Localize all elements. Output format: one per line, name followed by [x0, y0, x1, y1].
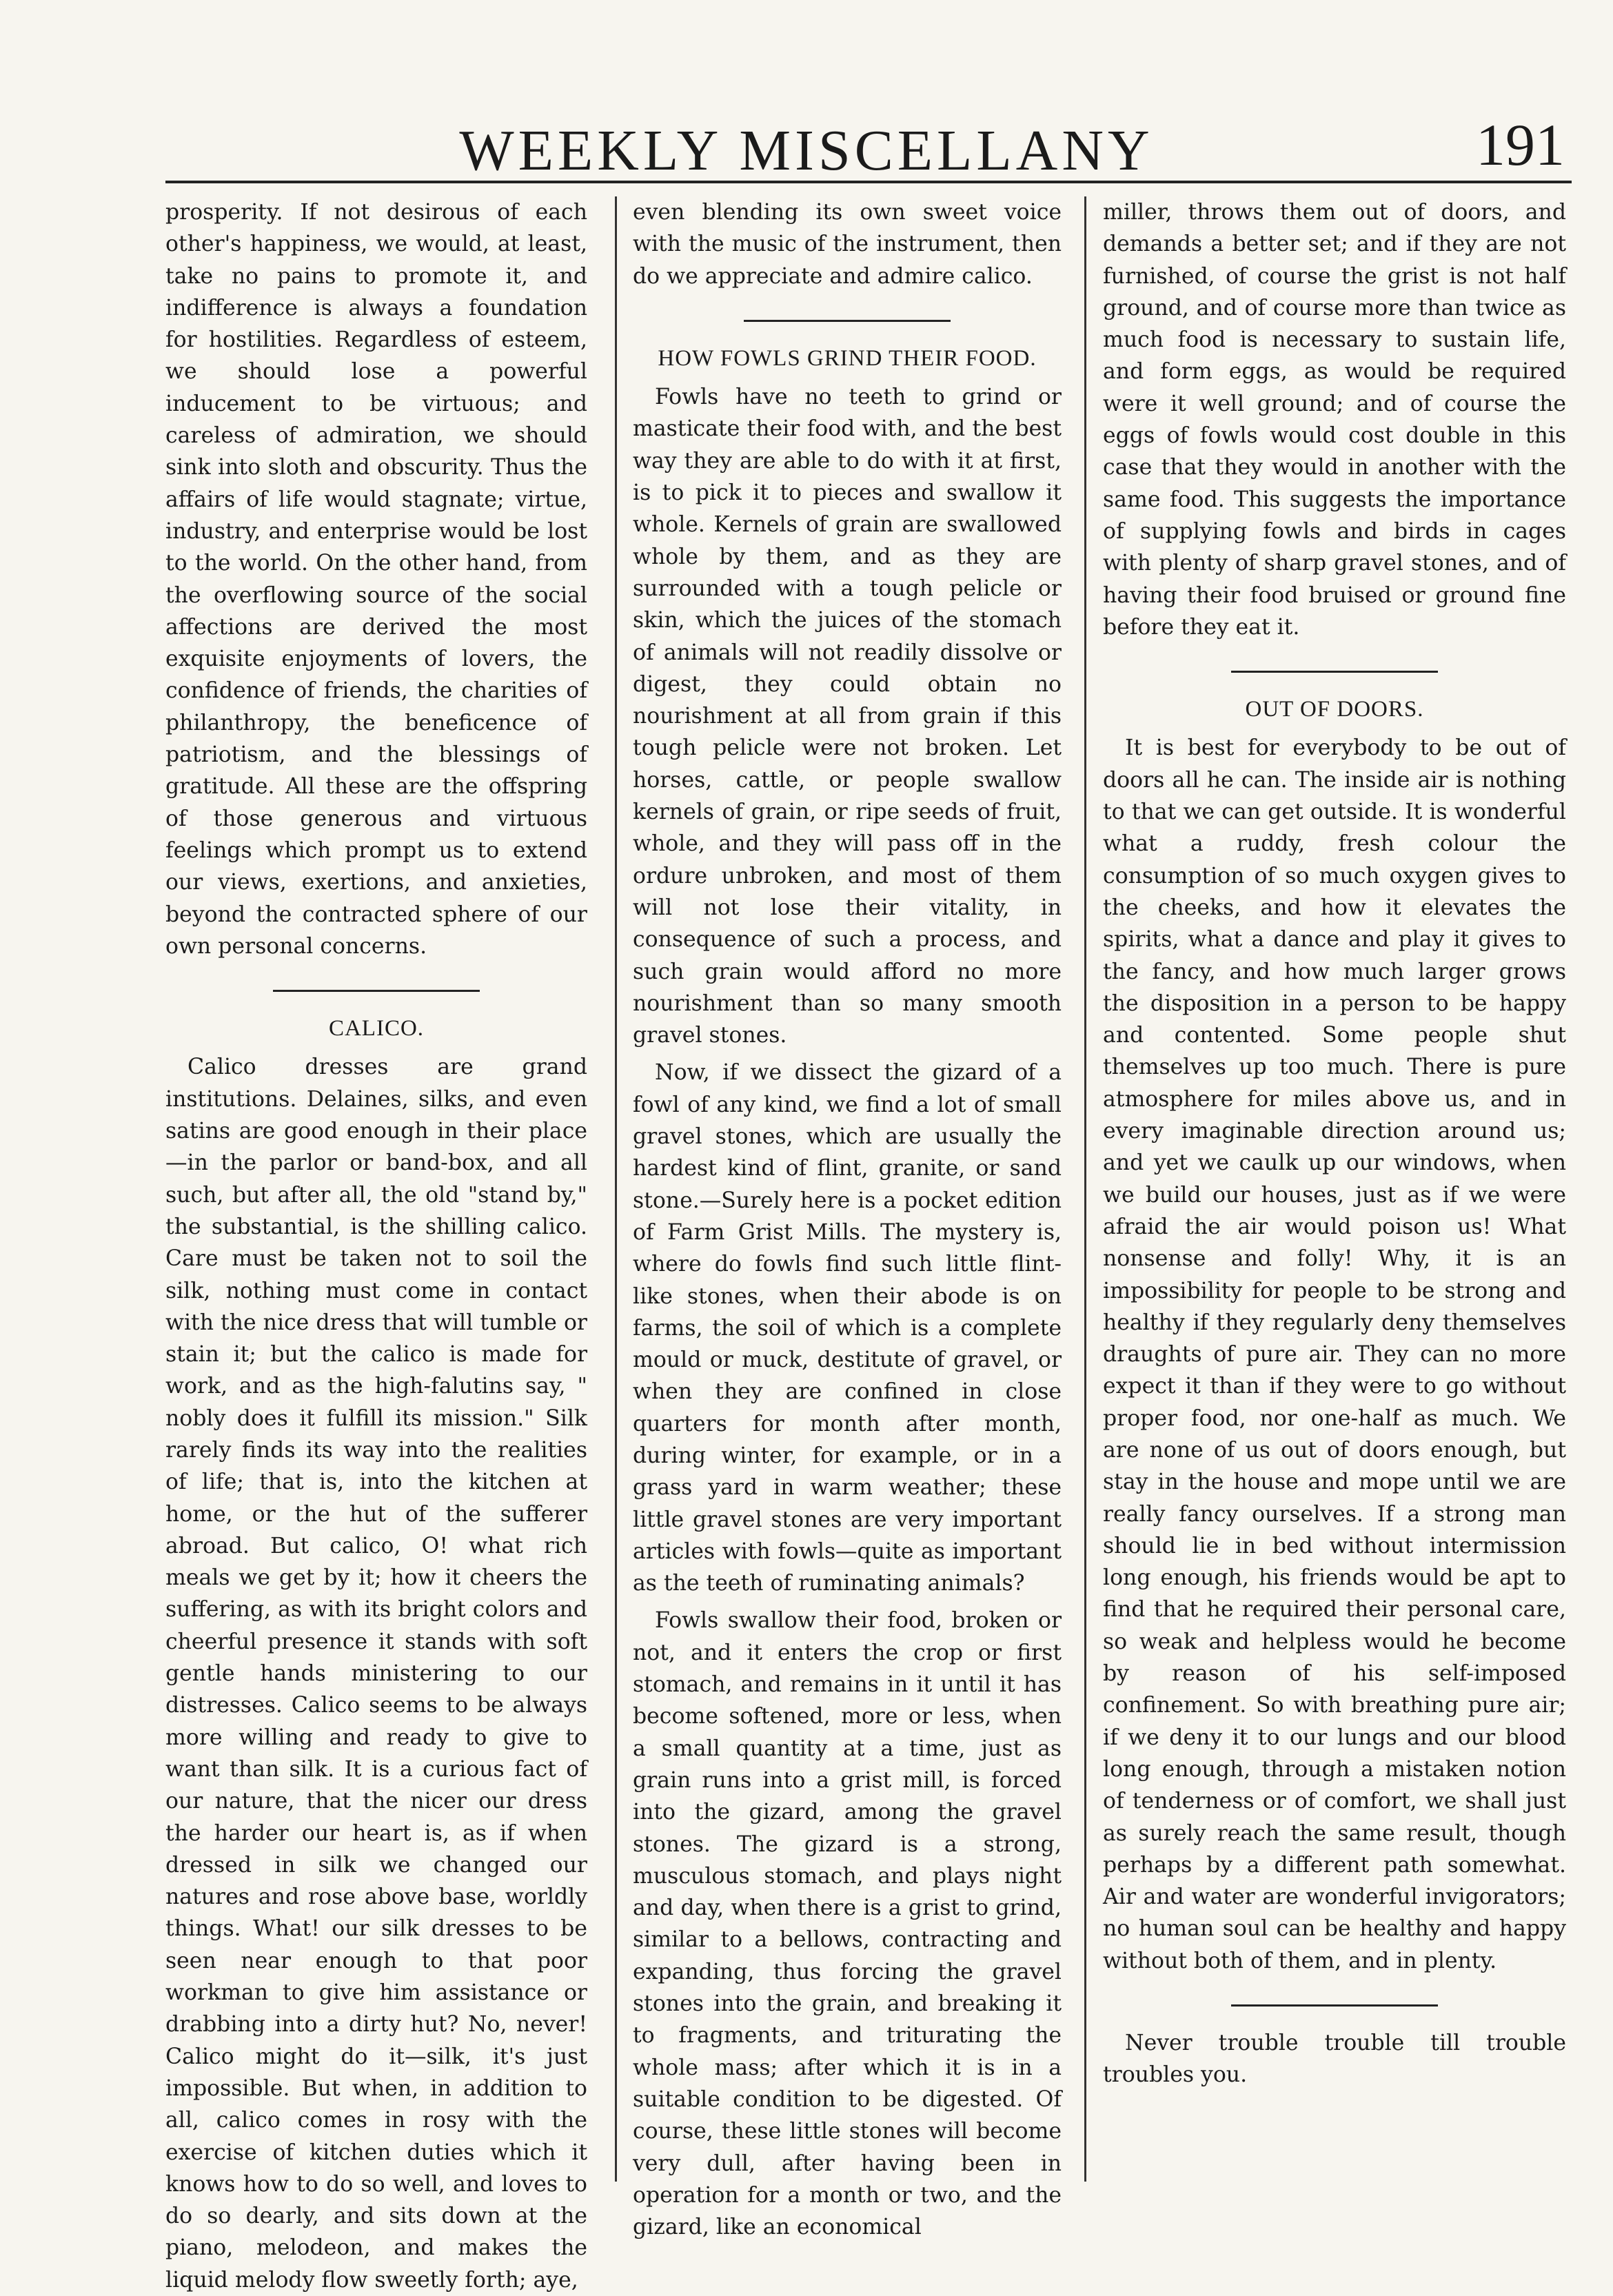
column-2 [633, 196, 1062, 2240]
text-columns [165, 196, 1566, 2293]
column-divider [615, 196, 617, 2182]
running-title: WEEKLY MISCELLANY [459, 119, 1154, 183]
column-divider [1084, 196, 1086, 2182]
page-number: 191 [1476, 112, 1565, 178]
article-paragraph: Calico dresses are grand institutions. Delaines, silks, and even satins are good enough in their place—in the parlor or band-box, and all such, but after all, the old "stand by," the substantial, is the shilling calico. Care must be taken not to soil the silk, nothing must come in contact with the nice dress that will tumble or stain it; but the calico is made for work, and as the high-falutins say, " nobly does it fulfill its mission." Silk rarely finds its way into the realities of life; that is, into the kitchen at home, or the hut of the sufferer abroad. But calico, O! what rich meals we get by it; how it cheers the suffering, as with its bright colors and cheerful presence it stands with soft gentle hands ministering to our distresses. Calico seems to be always more willing and ready to give to want than silk. It is a curious fact of our nature, that the nicer our dress the harder our heart is, as if when dressed in silk we changed our natures and rose above base, worldly things. What! our silk dresses to be seen near enough to that poor workman to give him assistance or drabbing into a dirty hut? No, never! Calico might do it—silk, it's just impossible. But when, in addition to all, calico comes in rosy with the exercise of kitchen duties which it knows how to do so well, and loves to do so dearly, and sits down at the piano, melodeon, and makes the liquid melody flow sweetly forth; aye, [165, 1055, 587, 2293]
article-paragraph: Fowls swallow their food, broken or not, and it enters the crop or first stomach, and remains in it until it has become softened, more or less, when a small quantity at a time, just as grain runs into a grist mill, is forced into the gizard, among the gravel stones. The gizard is a strong, musculous stomach, and plays night and day, when there is a grist to grind, similar to a bellows, contracting and expanding, thus forcing the gravel stones into the grain, and breaking it to fragments, and triturating the whole mass; after which it is in a suitable condition to be digested. Of course, these little stones will become very dull, after having been in operation for a month or two, and the gizard, like an economical [633, 1608, 1062, 2240]
section-divider [1231, 2004, 1438, 2007]
header-rule [165, 181, 1572, 183]
article-heading-fowls: HOW FOWLS GRIND THEIR FOOD. [658, 345, 1037, 371]
page-header [0, 103, 1613, 186]
article-paragraph: prosperity. If not desirous of each other's happiness, we would, at least, take no pains to promote it, and indifference is always a foundation for hostilities. Regardless of esteem, we should lose a powerful inducement to be virtuous; and careless of admiration, we should sink into sloth and obscurity. Thus the affairs of life would stagnate; virtue, industry, and enterprise would be lost to the world. On the other hand, from the overflowing source of the social affections are derived the most exquisite enjoyments of lovers, the confidence of friends, the charities of philanthropy, the beneficence of patriotism, and the blessings of gratitude. All these are the offspring of those generous and virtuous feelings which prompt us to extend our views, exertions, and anxieties, beyond the contracted sphere of our own personal concerns. [165, 200, 587, 959]
section-divider [744, 320, 951, 322]
column-3 [1103, 196, 1566, 2182]
article-paragraph: Now, if we dissect the gizard of a fowl of any kind, we find a lot of small gravel stones, which are usually the hardest kind of flint, granite, or sand stone.—Surely here is a pocket edition of Farm Grist Mills. The mystery is, where do fowls find such little flint-like stones, when their abode is on farms, the soil of which is a complete mould or muck, destitute of gravel, or when they are confined in close quarters for month after month, during winter, for example, or in a grass yard in warm weather; these little gravel stones are very important articles with fowls—quite as important as the teeth of ruminating animals? [633, 1060, 1062, 1596]
section-divider [1231, 671, 1438, 673]
article-paragraph: miller, throws them out of doors, and demands a better set; and if they are not furnished, of course the grist is not half ground, and of course more than twice as much food is necessary to sustain life, and form eggs, as would be required were it well ground; and of course the eggs of fowls would cost double in this case that they would in another with the same food. This suggests the importance of supplying fowls and birds in cages with plenty of sharp gravel stones, and of having their food bruised or ground fine before they eat it. [1103, 200, 1566, 640]
closing-maxim: Never trouble trouble till trouble troubles you. [1103, 2031, 1566, 2088]
column-1 [165, 196, 587, 2293]
article-paragraph: Fowls have no teeth to grind or masticate their food with, and the best way they are able to do with it at first, is to pick it to pieces and swallow it whole. Kernels of grain are swallowed whole by them, and as they are surrounded with a tough pelicle or skin, which the juices of the stomach of animals will not readily dissolve or digest, they could obtain no nourishment at all from grain if this tough pelicle were not broken. Let horses, cattle, or people swallow kernels of grain, or ripe seeds of fruit, whole, and they will pass off in the ordure unbroken, and most of them will not lose their vitality, in consequence of such a process, and such grain would afford no more nourishment than so many smooth gravel stones. [633, 385, 1062, 1048]
article-paragraph: It is best for everybody to be out of doors all he can. The inside air is nothing to that we can get outside. It is wonderful what a ruddy, fresh colour the consumption of so much oxygen gives to the cheeks, and how it elevates the spirits, what a dance and play it gives to the fancy, and how much larger grows the disposition in a person to be happy and contented. Some people shut themselves up too much. There is pure atmosphere for miles above us, and in every imaginable direction around us; and yet we caulk up our windows, when we build our houses, just as if we were afraid the air would poison us! What nonsense and folly! Why, it is an impossibility for people to be strong and healthy if they regularly deny themselves draughts of pure air. They can no more expect it than if they were to go without proper food, nor one-half as much. We are none of us out of doors enough, but stay in the house and mope until we are really fancy ourselves. If a strong man should lie in bed without intermission long enough, his friends would be apt to find that he required their personal care, so weak and helpless would he become by reason of his self-imposed confinement. So with breathing pure air; if we deny it to our lungs and our blood long enough, through a mistaken notion of tenderness or of comfort, we shall just as surely reach the same result, though perhaps by a different path somewhat. Air and water are wonderful invigorators; no human soul can be healthy and happy without both of them, and in plenty. [1103, 735, 1566, 1973]
section-divider [273, 990, 480, 992]
article-paragraph: even blending its own sweet voice with the music of the instrument, then do we appreciate and admire calico. [633, 200, 1062, 289]
article-heading-out-of-doors: OUT OF DOORS. [1245, 697, 1424, 722]
article-heading-calico: CALICO. [328, 1016, 425, 1042]
